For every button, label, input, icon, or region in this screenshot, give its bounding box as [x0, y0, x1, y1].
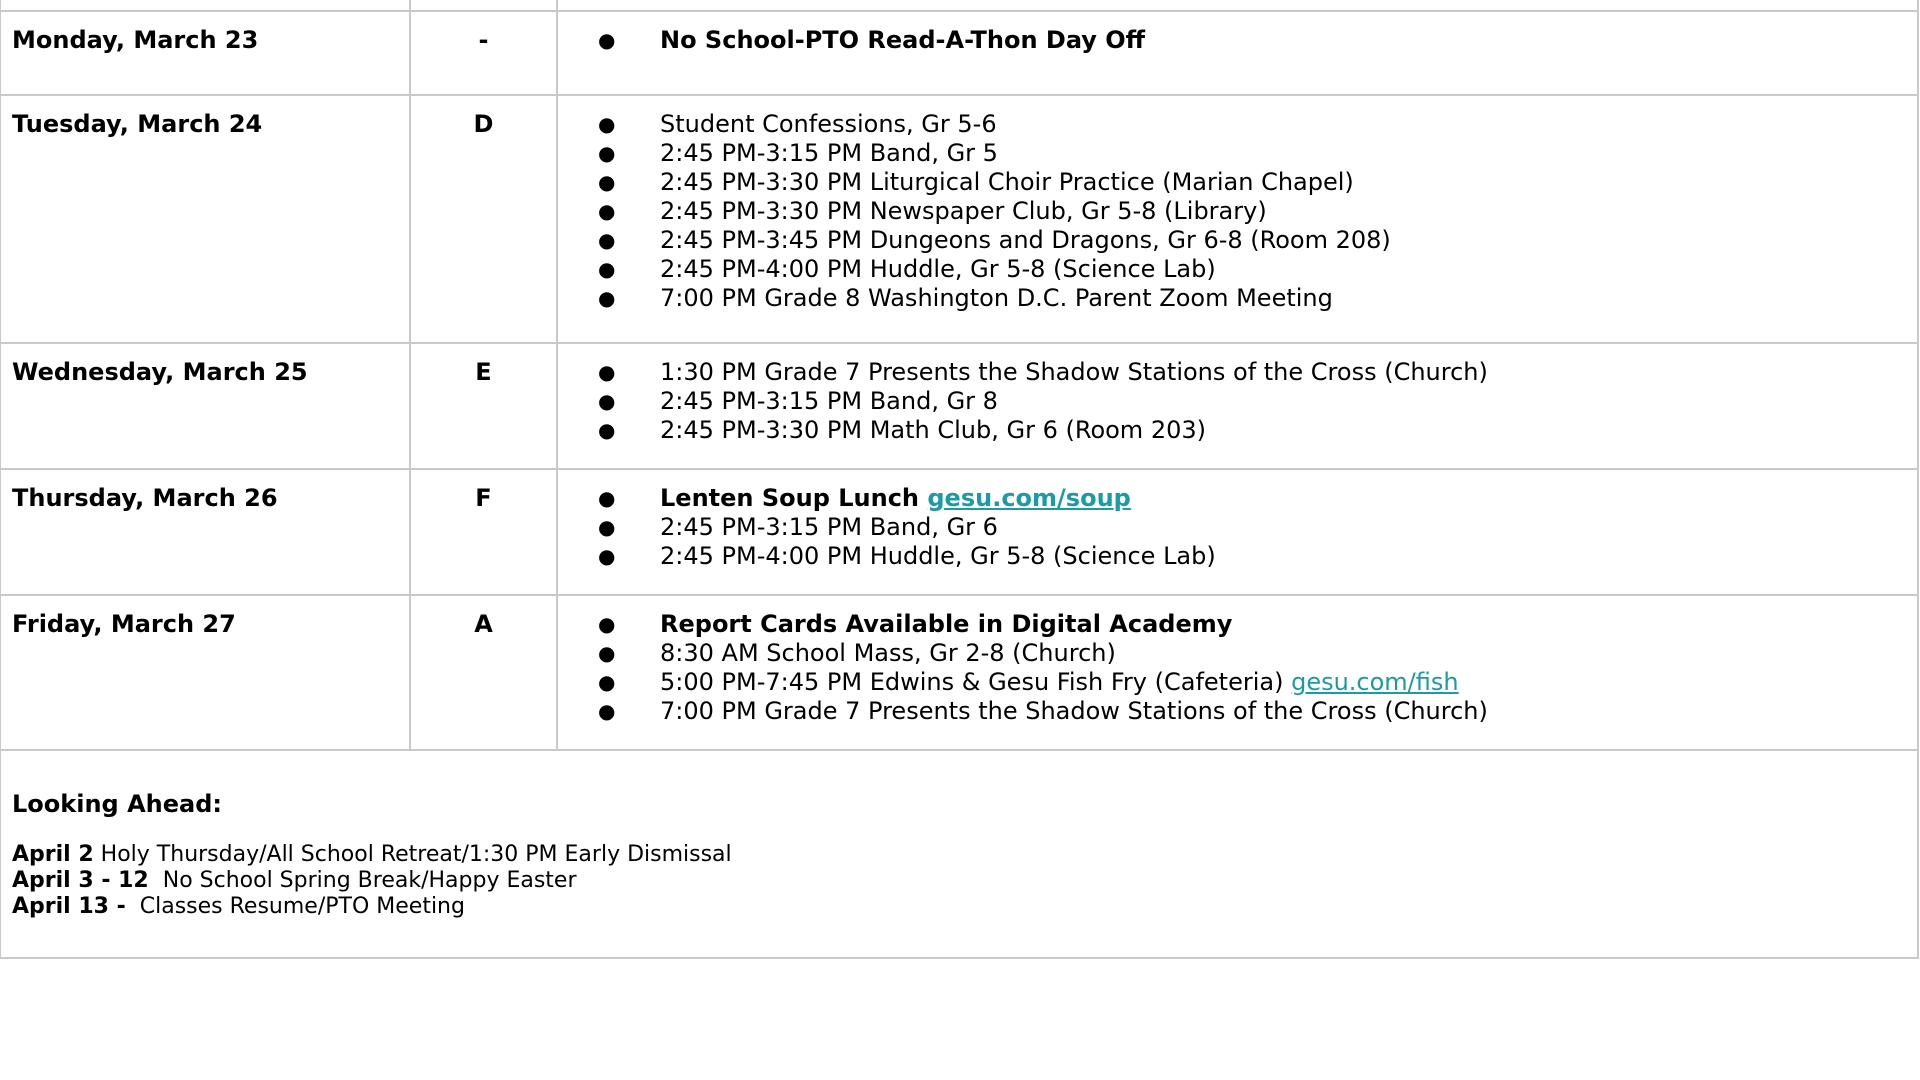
- bullet-icon: ●: [598, 228, 616, 252]
- list-item: ● 2:45 PM-3:30 PM Newspaper Club, Gr 5-8 (Library): [598, 197, 1267, 225]
- day-label: Friday, March 27: [0, 595, 410, 750]
- day-label: Thursday, March 26: [0, 469, 410, 595]
- list-item: ● No School-PTO Read-A-Thon Day Off: [598, 26, 1146, 54]
- events-cell: [557, 469, 1918, 595]
- bullet-icon: ●: [598, 141, 616, 165]
- bullet-icon: ●: [598, 612, 616, 636]
- events-cell: [557, 11, 1918, 95]
- looking-ahead-row: [0, 750, 1918, 958]
- bullet-icon: ●: [598, 418, 616, 442]
- list-item: ● 1:30 PM Grade 7 Presents the Shadow Stations of the Cross (Church): [598, 358, 1488, 386]
- looking-ahead-item: [12, 894, 1917, 920]
- bullet-icon: ●: [598, 28, 616, 52]
- list-item: ● 7:00 PM Grade 8 Washington D.C. Parent Zoom Meeting: [598, 284, 1333, 312]
- looking-ahead-item: [12, 842, 1917, 868]
- events-cell: [557, 595, 1918, 750]
- bullet-icon: ●: [598, 670, 616, 694]
- bullet-icon: ●: [598, 199, 616, 223]
- day-letter: E: [410, 343, 557, 469]
- list-item: ● 2:45 PM-3:45 PM Dungeons and Dragons, Gr 6-8 (Room 208): [598, 226, 1391, 254]
- list-item: ● 2:45 PM-4:00 PM Huddle, Gr 5-8 (Science Lab): [598, 542, 1216, 570]
- list-item: ● 2:45 PM-3:30 PM Liturgical Choir Practice (Marian Chapel): [598, 168, 1354, 196]
- table-row: [0, 343, 1918, 469]
- looking-ahead-item: [12, 868, 1917, 894]
- day-letter: D: [410, 95, 557, 343]
- day-letter: A: [410, 595, 557, 750]
- table-row: [0, 95, 1918, 343]
- event-list: [558, 26, 1917, 55]
- list-item: ● 8:30 AM School Mass, Gr 2-8 (Church): [598, 639, 1116, 667]
- looking-ahead-text: Holy Thursday/All School Retreat/1:30 PM Early Dismissal: [93, 842, 732, 867]
- list-item: ● Lenten Soup Lunch gesu.com/soup: [598, 484, 1131, 512]
- event-list: [558, 110, 1917, 313]
- list-item: ● 2:45 PM-3:30 PM Math Club, Gr 6 (Room 203): [598, 416, 1206, 444]
- day-letter: -: [410, 11, 557, 95]
- list-item: ● 2:45 PM-3:15 PM Band, Gr 8: [598, 387, 998, 415]
- looking-ahead-text: Classes Resume/PTO Meeting: [125, 894, 465, 919]
- bullet-icon: ●: [598, 486, 616, 510]
- event-list: [558, 610, 1917, 726]
- list-item: ● 5:00 PM-7:45 PM Edwins & Gesu Fish Fry (Cafeteria) gesu.com/fish: [598, 668, 1459, 696]
- bullet-icon: ●: [598, 515, 616, 539]
- soup-link[interactable]: gesu.com/soup: [927, 484, 1131, 512]
- looking-ahead-date: April 2: [12, 842, 94, 867]
- day-label: Tuesday, March 24: [0, 95, 410, 343]
- bullet-icon: ●: [598, 389, 616, 413]
- looking-ahead-date: April 13 -: [12, 894, 126, 919]
- table-row: [0, 11, 1918, 95]
- looking-ahead-date: April 3 - 12: [12, 868, 149, 893]
- list-item: ● Report Cards Available in Digital Academy: [598, 610, 1233, 638]
- table-row: [0, 469, 1918, 595]
- events-cell: [557, 95, 1918, 343]
- bullet-icon: ●: [598, 286, 616, 310]
- looking-ahead-text: No School Spring Break/Happy Easter: [148, 868, 577, 893]
- table-row-partial: [0, 0, 1918, 11]
- event-list: [558, 484, 1917, 571]
- bullet-icon: ●: [598, 641, 616, 665]
- event-list: [558, 358, 1917, 445]
- bullet-icon: ●: [598, 170, 616, 194]
- looking-ahead-title: Looking Ahead:: [12, 790, 222, 818]
- bullet-icon: ●: [598, 112, 616, 136]
- day-label: Wednesday, March 25: [0, 343, 410, 469]
- day-letter: F: [410, 469, 557, 595]
- table-row: [0, 595, 1918, 750]
- bullet-icon: ●: [598, 544, 616, 568]
- looking-ahead-cell: [0, 750, 1918, 958]
- list-item: ● 2:45 PM-3:15 PM Band, Gr 6: [598, 513, 998, 541]
- list-item: ● 7:00 PM Grade 7 Presents the Shadow Stations of the Cross (Church): [598, 697, 1488, 725]
- list-item: ● 2:45 PM-4:00 PM Huddle, Gr 5-8 (Science Lab): [598, 255, 1216, 283]
- bullet-icon: ●: [598, 360, 616, 384]
- bullet-icon: ●: [598, 699, 616, 723]
- list-item: ● 2:45 PM-3:15 PM Band, Gr 5: [598, 139, 998, 167]
- events-cell: [557, 343, 1918, 469]
- day-label: Monday, March 23: [0, 11, 410, 95]
- fish-fry-link[interactable]: gesu.com/fish: [1291, 668, 1459, 696]
- list-item: ● Student Confessions, Gr 5-6: [598, 110, 997, 138]
- bullet-icon: ●: [598, 257, 616, 281]
